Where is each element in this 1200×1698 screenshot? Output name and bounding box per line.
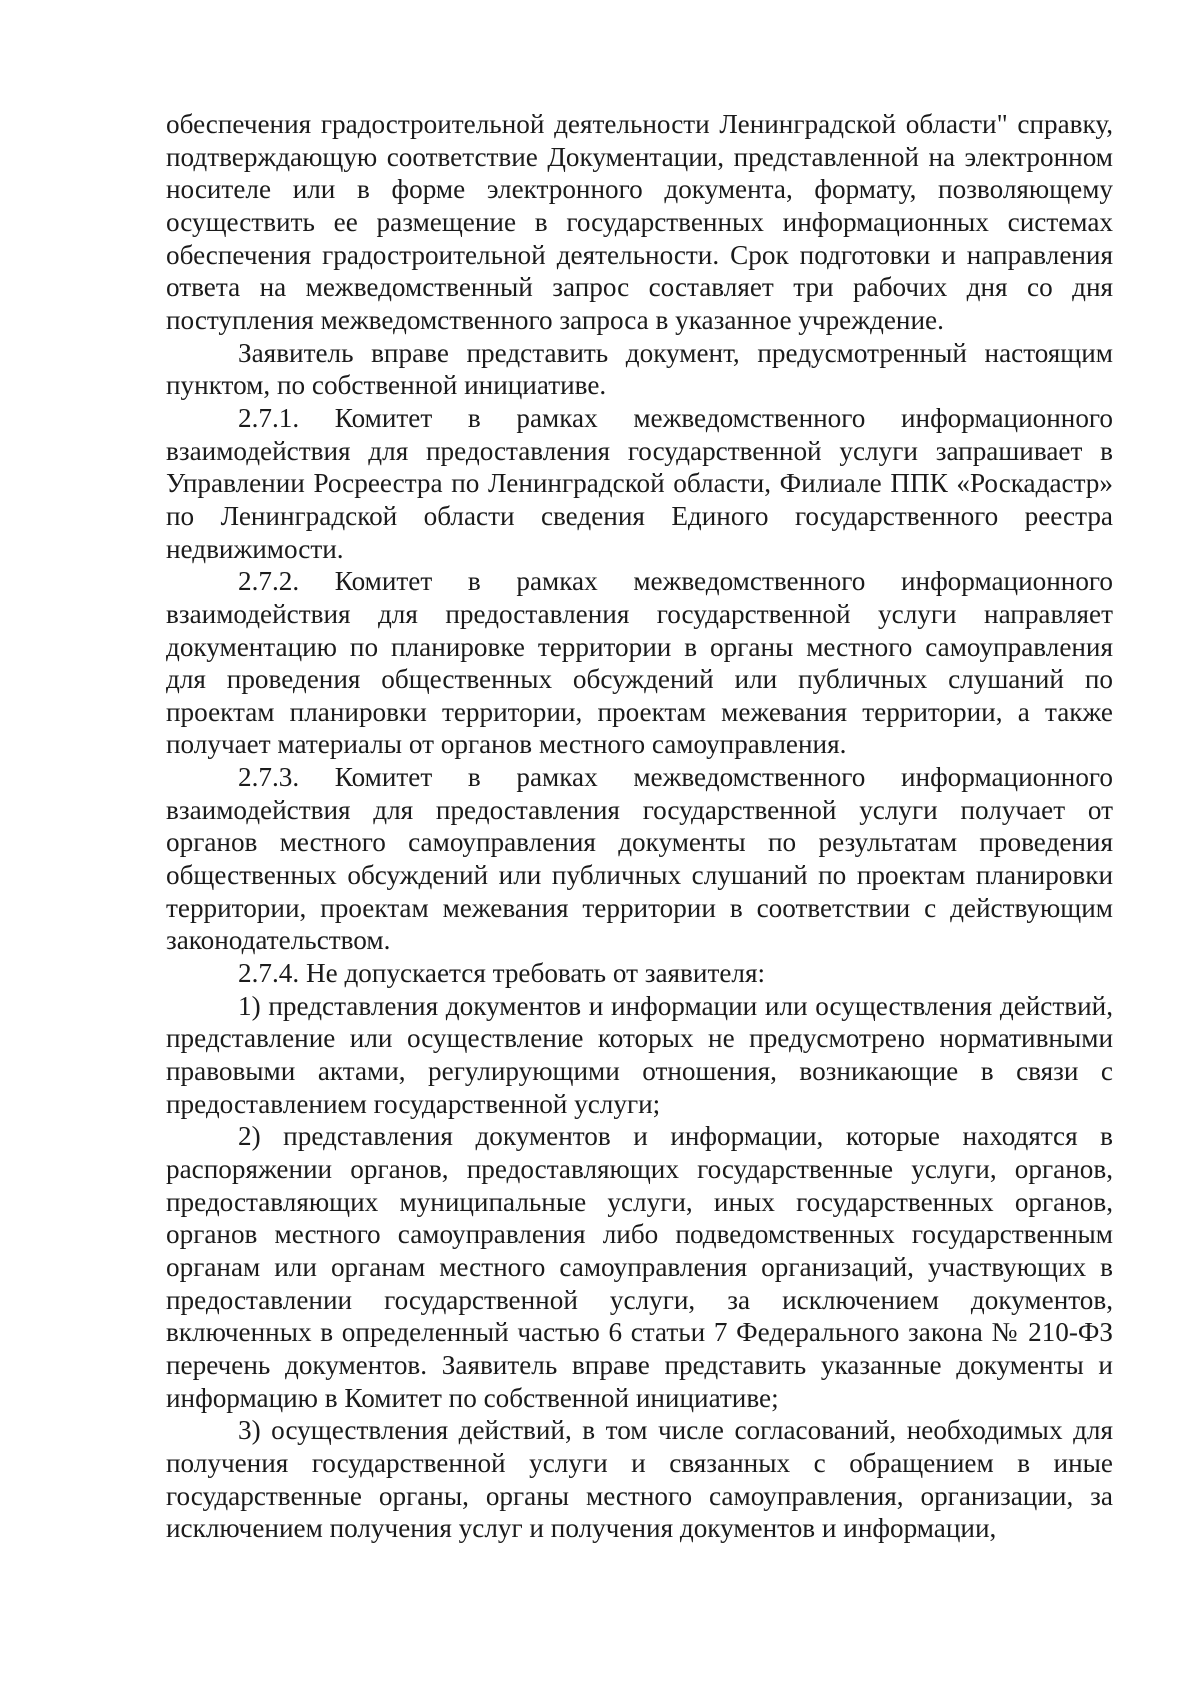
document-body xyxy=(166,108,1113,1545)
paragraph-2-7-2: 2.7.2. Комитет в рамках межведомственного информационного взаимодействия для предоставления государственной услуги направляет документацию по планировке территории в органы местного самоуправления для проведения общественных обсуждений или публичных слушаний по проектам планировки территории, проектам межевания территории, а также получает материалы от органов местного самоуправления. xyxy=(166,566,1113,760)
paragraph-applicant-right: Заявитель вправе представить документ, предусмотренный настоящим пунктом, по собственной инициативе. xyxy=(166,337,1113,401)
paragraph-2-7-3: 2.7.3. Комитет в рамках межведомственного информационного взаимодействия для предоставления государственной услуги получает от органов местного самоуправления документы по результатам проведения общественных обсуждений или публичных слушаний по проектам планировки территории, проектам межевания территории в соответствии с действующим законодательством. xyxy=(166,762,1113,956)
list-item-1: 1) представления документов и информации или осуществления действий, представление или осуществление которых не предусмотрено нормативными правовыми актами, регулирующими отношения, возникающие в связи с предоставлением государственной услуги; xyxy=(166,990,1113,1119)
list-item-2: 2) представления документов и информации, которые находятся в распоряжении органов, предоставляющих государственные услуги, органов, предоставляющих муниципальные услуги, иных государственных органов, органов местного самоуправления либо подведомственных государственным органам или органам местного самоуправления организаций, участвующих в предоставлении государственной услуги, за исключением документов, включенных в определенный частью 6 статьи 7 Федерального закона № 210-ФЗ перечень документов. Заявитель вправе представить указанные документы и информацию в Комитет по собственной инициативе; xyxy=(166,1121,1113,1413)
paragraph-2-7-1: 2.7.1. Комитет в рамках межведомственного информационного взаимодействия для предоставления государственной услуги запрашивает в Управлении Росреестра по Ленинградской области, Филиале ППК «Роскадастр» по Ленинградской области сведения Единого государственного реестра недвижимости. xyxy=(166,402,1113,564)
paragraph-2-7-4: 2.7.4. Не допускается требовать от заявителя: xyxy=(238,958,766,989)
paragraph-continuation: обеспечения градостроительной деятельности Ленинградской области" справку, подтверждающую соответствие Документации, представленной на электронном носителе или в форме электронного документа, формату, позволяющему осуществить ее размещение в государственных информационных системах обеспечения градостроительной деятельности. Срок подготовки и направления ответа на межведомственный запрос составляет три рабочих дня со дня поступления межведомственного запроса в указанное учреждение. xyxy=(166,109,1113,335)
list-item-3: 3) осуществления действий, в том числе согласований, необходимых для получения государственной услуги и связанных с обращением в иные государственные органы, органы местного самоуправления, организации, за исключением получения услуг и получения документов и информации, xyxy=(166,1415,1113,1544)
